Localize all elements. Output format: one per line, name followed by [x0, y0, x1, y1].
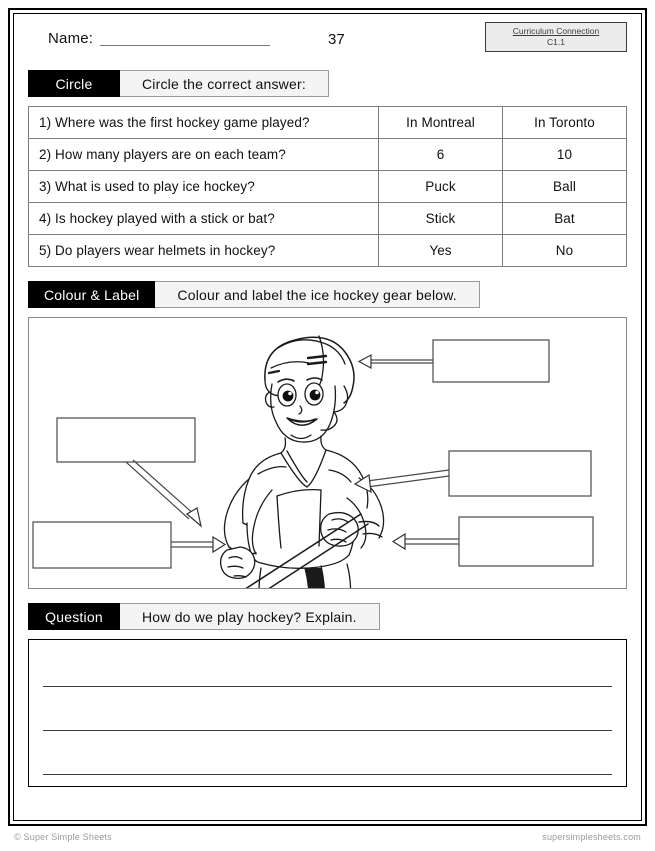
- curriculum-code: C1.1: [547, 37, 565, 47]
- table-row: [29, 171, 627, 203]
- answer-line[interactable]: [43, 686, 612, 687]
- footer-website: supersimplesheets.com: [542, 832, 641, 842]
- colour-label-section: [28, 281, 627, 589]
- colour-label-section-tag: Colour & Label: [28, 281, 155, 308]
- page-footer: [14, 832, 641, 842]
- table-row: [29, 235, 627, 267]
- stick-label-box: [57, 418, 195, 462]
- circle-answer-table: [28, 106, 627, 267]
- answer-line[interactable]: [43, 774, 612, 775]
- question-section-header: [28, 603, 627, 630]
- option-a-cell[interactable]: Yes: [379, 235, 503, 267]
- table-row: [29, 203, 627, 235]
- question-cell: 4) Is hockey played with a stick or bat?: [29, 203, 379, 235]
- curriculum-connection-badge: [485, 22, 627, 52]
- name-input-blank[interactable]: [100, 45, 270, 46]
- circle-section: [28, 70, 627, 267]
- option-a-cell[interactable]: Stick: [379, 203, 503, 235]
- footer-copyright: © Super Simple Sheets: [14, 832, 112, 842]
- question-cell: 1) Where was the first hockey game played?: [29, 107, 379, 139]
- colour-label-section-header: [28, 281, 627, 308]
- name-label: Name:: [48, 30, 94, 47]
- option-b-cell[interactable]: In Toronto: [503, 107, 627, 139]
- question-cell: 5) Do players wear helmets in hockey?: [29, 235, 379, 267]
- page-border-outer: [8, 8, 647, 826]
- option-b-cell[interactable]: 10: [503, 139, 627, 171]
- worksheet-header: [28, 14, 627, 64]
- answer-line[interactable]: [43, 730, 612, 731]
- option-b-cell[interactable]: No: [503, 235, 627, 267]
- circle-section-header: [28, 70, 627, 97]
- question-section-prompt: How do we play hockey? Explain.: [120, 603, 380, 630]
- option-a-cell[interactable]: Puck: [379, 171, 503, 203]
- worksheet-content: [14, 14, 641, 820]
- question-section: [28, 603, 627, 787]
- hockey-player-illustration: [29, 318, 627, 588]
- page-number: 37: [328, 31, 345, 48]
- table-row: [29, 107, 627, 139]
- table-row: [29, 139, 627, 171]
- option-b-cell[interactable]: Ball: [503, 171, 627, 203]
- question-section-tag: Question: [28, 603, 120, 630]
- puck-label-box: [33, 522, 171, 568]
- circle-section-tag: Circle: [28, 70, 120, 97]
- helmet-label-box: [433, 340, 549, 382]
- answer-writing-area[interactable]: [28, 639, 627, 787]
- option-b-cell[interactable]: Bat: [503, 203, 627, 235]
- page-border-inner: [13, 13, 642, 821]
- glove-label-box: [449, 451, 591, 496]
- skates-label-box: [459, 517, 593, 566]
- question-cell: 2) How many players are on each team?: [29, 139, 379, 171]
- colour-label-section-prompt: Colour and label the ice hockey gear below.: [155, 281, 479, 308]
- option-a-cell[interactable]: 6: [379, 139, 503, 171]
- circle-section-prompt: Circle the correct answer:: [120, 70, 329, 97]
- option-a-cell[interactable]: In Montreal: [379, 107, 503, 139]
- curriculum-title: Curriculum Connection: [512, 26, 600, 36]
- question-cell: 3) What is used to play ice hockey?: [29, 171, 379, 203]
- illustration-panel: [28, 317, 627, 589]
